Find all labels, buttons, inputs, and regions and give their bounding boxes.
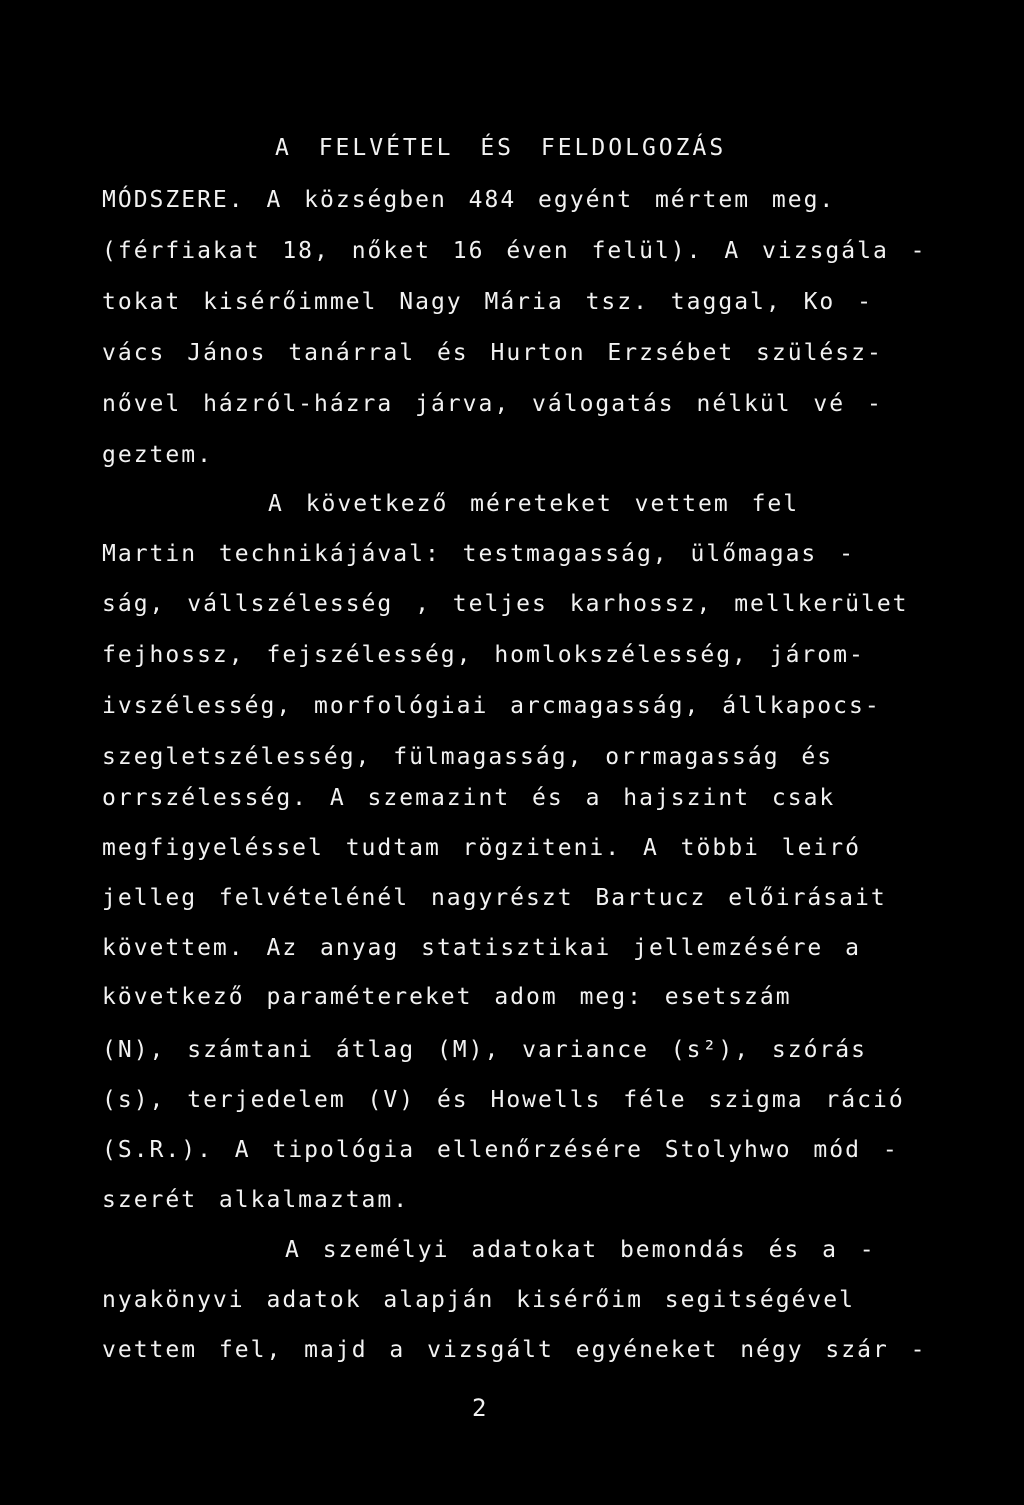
text-line: geztem.	[102, 442, 213, 468]
text-line: Martin technikájával: testmagasság, ülőmagas -	[102, 541, 855, 567]
text-line: szerét alkalmaztam.	[102, 1187, 410, 1213]
text-line: tokat kisérőimmel Nagy Mária tsz. taggal, Ko -	[102, 289, 873, 315]
text-line: vács János tanárral és Hurton Erzsébet szülész-	[102, 340, 883, 366]
text-line: orrszélesség. A szemazint és a hajszint csak	[102, 785, 836, 811]
text-line: A személyi adatokat bemondás és a -	[285, 1237, 876, 1263]
text-line: következő paramétereket adom meg: esetszám	[102, 984, 792, 1010]
text-line: A következő méreteket vettem fel	[268, 491, 800, 517]
text-line: követtem. Az anyag statisztikai jellemzésére a	[102, 935, 861, 961]
text-line: vettem fel, majd a vizsgált egyéneket négy szár -	[102, 1337, 927, 1363]
text-line: jelleg felvételénél nagyrészt Bartucz előirásait	[102, 885, 887, 911]
text-line: MÓDSZERE. A községben 484 egyént mértem meg.	[102, 187, 836, 213]
text-line: megfigyeléssel tudtam rögziteni. A többi leiró	[102, 835, 861, 861]
text-line: nyakönyvi adatok alapján kisérőim segitségével	[102, 1287, 855, 1313]
text-line: szegletszélesség, fülmagasság, orrmagasság és	[102, 744, 834, 770]
text-line: ság, vállszélesség , teljes karhossz, mellkerület	[102, 591, 909, 617]
text-line: (N), számtani átlag (M), variance (s²), szórás	[102, 1037, 867, 1063]
text-line: (S.R.). A tipológia ellenőrzésére Stolyhwo mód -	[102, 1137, 899, 1163]
text-line: (férfiakat 18, nőket 16 éven felül). A vizsgála -	[102, 238, 927, 264]
text-line: (s), terjedelem (V) és Howells féle szigma ráció	[102, 1087, 905, 1113]
section-heading: A FELVÉTEL ÉS FELDOLGOZÁS	[275, 135, 727, 161]
text-line: ivszélesség, morfológiai arcmagasság, állkapocs-	[102, 693, 881, 719]
page-number: 2	[472, 1394, 487, 1422]
text-line: fejhossz, fejszélesség, homlokszélesség, járom-	[102, 642, 865, 668]
text-line: nővel házról-házra járva, válogatás nélkül vé -	[102, 391, 883, 417]
